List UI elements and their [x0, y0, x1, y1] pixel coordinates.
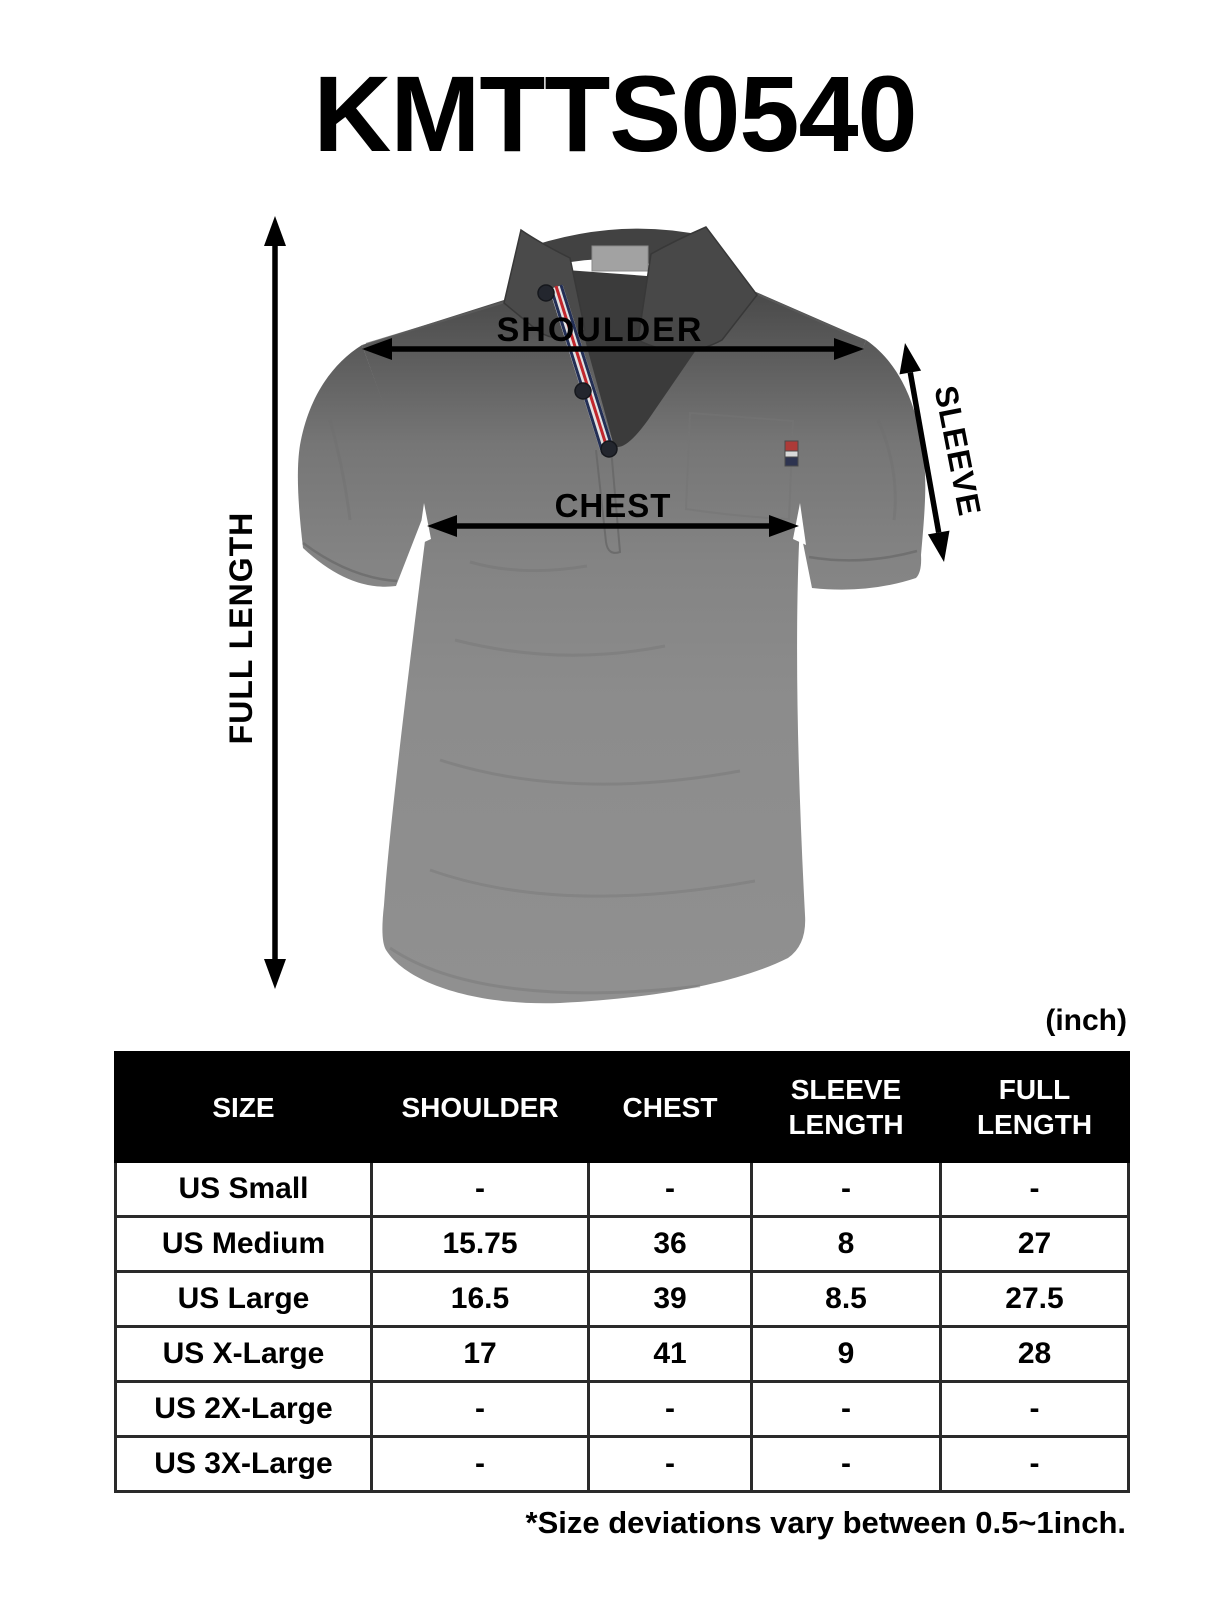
- value-cell: -: [752, 1162, 941, 1217]
- size-cell: US X-Large: [116, 1327, 372, 1382]
- value-cell: -: [589, 1162, 752, 1217]
- value-cell: 8.5: [752, 1272, 941, 1327]
- value-cell: 16.5: [372, 1272, 589, 1327]
- value-cell: 41: [589, 1327, 752, 1382]
- size-deviation-note: *Size deviations vary between 0.5~1inch.: [525, 1505, 1126, 1540]
- table-row: [116, 1382, 1129, 1437]
- size-cell: US 2X-Large: [116, 1382, 372, 1437]
- table-header-row: [116, 1053, 1129, 1162]
- size-cell: US 3X-Large: [116, 1437, 372, 1492]
- size-cell: US Large: [116, 1272, 372, 1327]
- page-title: KMTTS0540: [313, 53, 917, 174]
- value-cell: 36: [589, 1217, 752, 1272]
- unit-label: (inch): [1045, 1004, 1127, 1037]
- size-cell: US Medium: [116, 1217, 372, 1272]
- value-cell: 39: [589, 1272, 752, 1327]
- value-cell: -: [752, 1382, 941, 1437]
- column-header-size: SIZE: [116, 1053, 372, 1162]
- full-length-label: FULL LENGTH: [223, 511, 259, 745]
- column-header-full-length: FULL LENGTH: [941, 1053, 1129, 1162]
- value-cell: 17: [372, 1327, 589, 1382]
- value-cell: -: [941, 1382, 1129, 1437]
- size-table: [114, 1051, 1130, 1493]
- column-header-shoulder: SHOULDER: [372, 1053, 589, 1162]
- table-row: [116, 1437, 1129, 1492]
- value-cell: -: [589, 1382, 752, 1437]
- chest-label: CHEST: [554, 487, 672, 524]
- table-row: [116, 1327, 1129, 1382]
- value-cell: -: [372, 1382, 589, 1437]
- value-cell: 28: [941, 1327, 1129, 1382]
- value-cell: 8: [752, 1217, 941, 1272]
- pocket-flag-tag: [785, 441, 798, 466]
- value-cell: 9: [752, 1327, 941, 1382]
- table-row: [116, 1217, 1129, 1272]
- value-cell: -: [941, 1162, 1129, 1217]
- sleeve-label: SLEEVE: [927, 382, 989, 520]
- table-row: [116, 1162, 1129, 1217]
- value-cell: -: [752, 1437, 941, 1492]
- column-header-sleeve-length: SLEEVE LENGTH: [752, 1053, 941, 1162]
- value-cell: 27.5: [941, 1272, 1129, 1327]
- value-cell: -: [372, 1162, 589, 1217]
- size-cell: US Small: [116, 1162, 372, 1217]
- value-cell: 15.75: [372, 1217, 589, 1272]
- value-cell: -: [589, 1437, 752, 1492]
- value-cell: 27: [941, 1217, 1129, 1272]
- value-cell: -: [372, 1437, 589, 1492]
- shoulder-label: SHOULDER: [496, 311, 704, 349]
- full-length-arrow: [264, 216, 286, 989]
- table-row: [116, 1272, 1129, 1327]
- neck-label: [592, 246, 648, 271]
- value-cell: -: [941, 1437, 1129, 1492]
- column-header-chest: CHEST: [589, 1053, 752, 1162]
